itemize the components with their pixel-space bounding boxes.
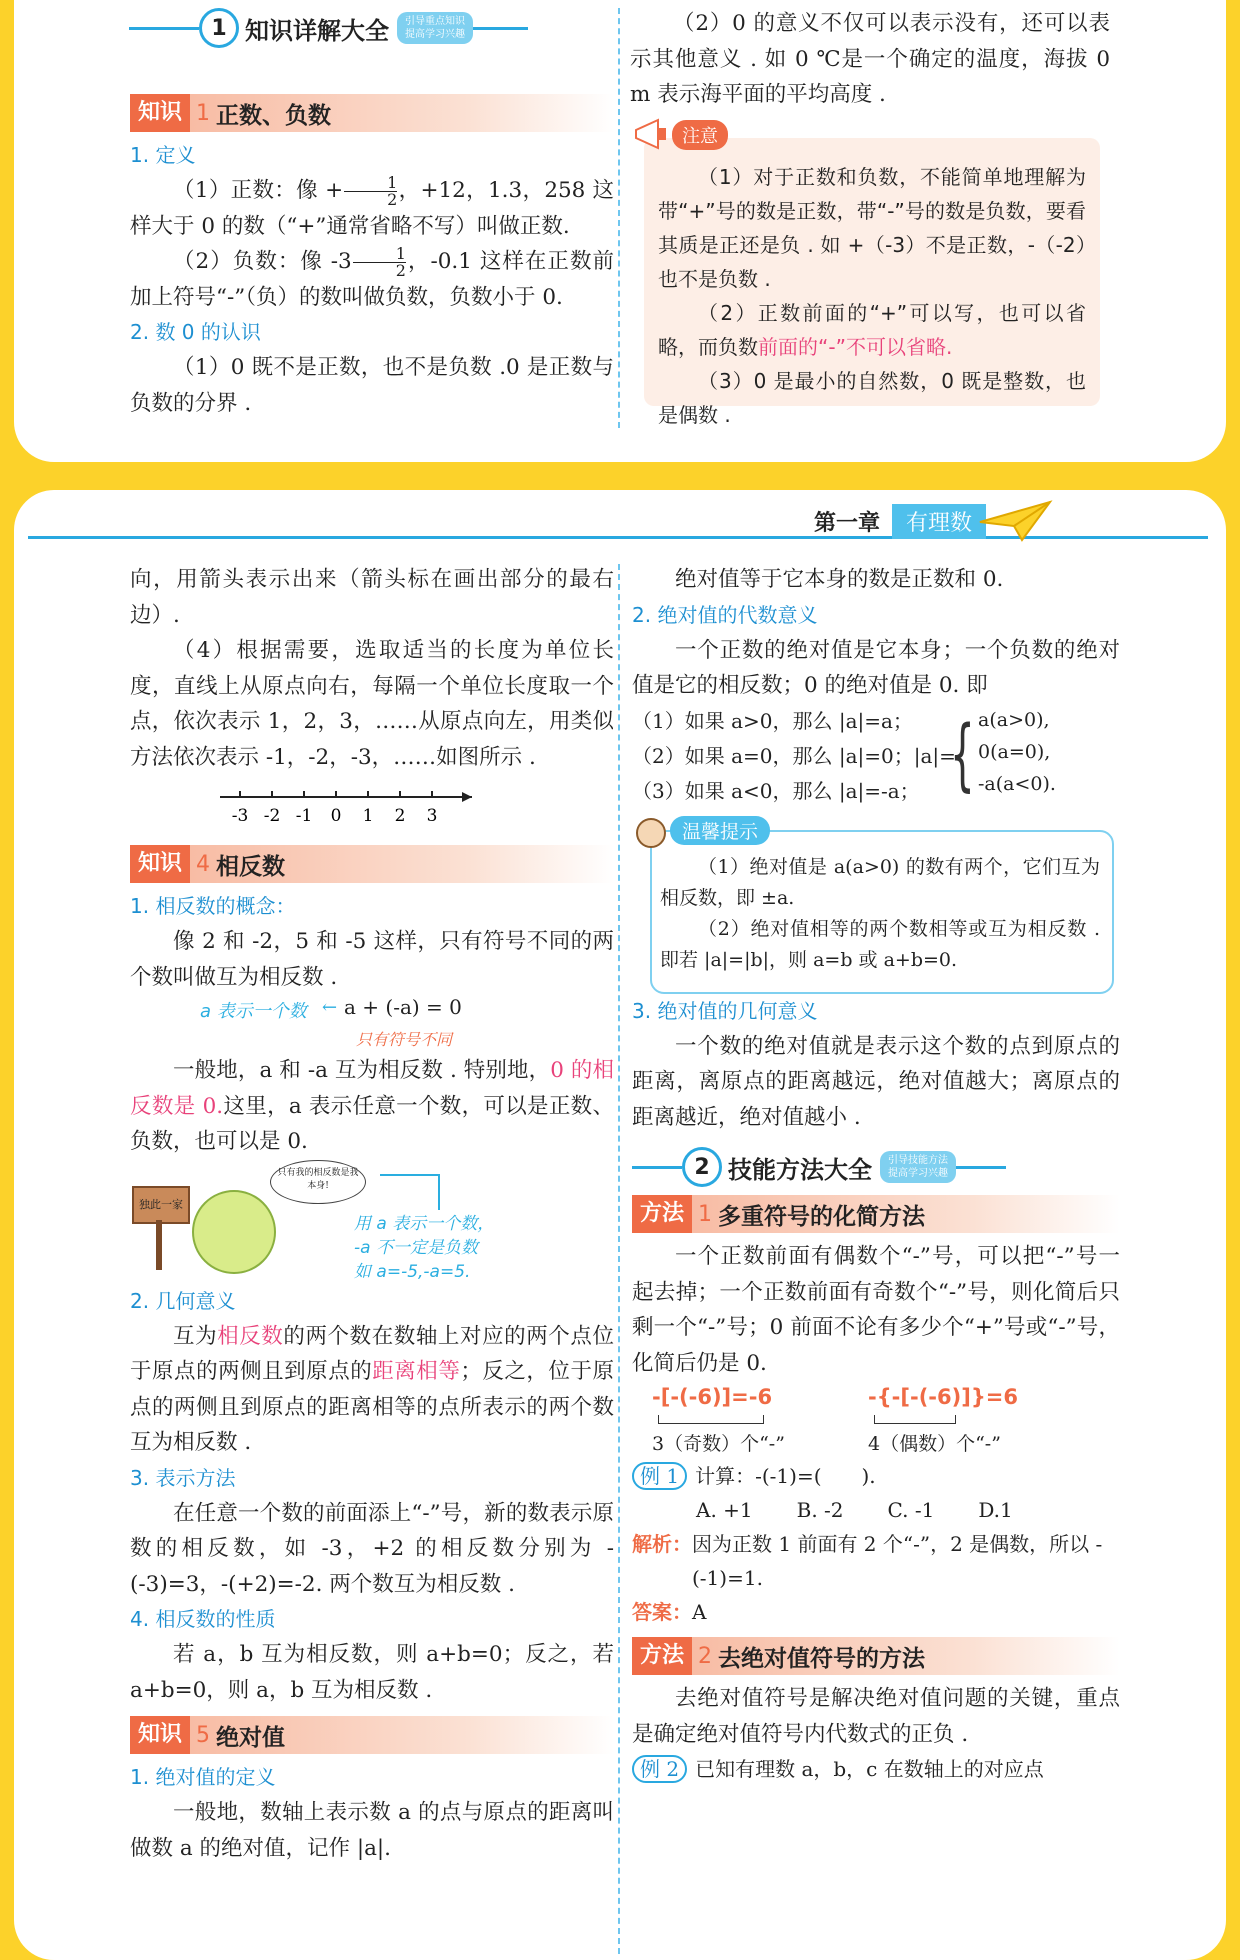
tip-paragraph: （2）绝对值相等的两个数相等或互为相反数 . 即若 |a|=|b|，则 a=b 或 a+b=0. — [660, 917, 1100, 971]
chapter-label: 第一章 — [814, 510, 881, 536]
text: 的两个数在数轴上对应的两个点位于原点的两侧且到原点的 — [130, 1323, 614, 1384]
header-line — [956, 1166, 1006, 1169]
pill-line-1: 引导重点知识 — [405, 16, 465, 27]
subheading: 2. 数 0 的认识 — [130, 320, 261, 344]
header-line — [632, 1166, 682, 1169]
chapter-title: 有理数 — [892, 504, 986, 539]
highlight-text: 距离相等 — [372, 1359, 461, 1384]
handwritten-note: 只有符号不同 — [356, 1030, 453, 1049]
handwritten-note-block — [354, 1212, 494, 1284]
note-paragraph: （1）对于正数和负数，不能简单地理解为带“+”号的数是正数，带“-”号的数是负数，要看其质是正还是负 . 如 +（-3）不是正数，-（-2）也不是负数 . — [658, 165, 1086, 291]
knowledge-bar-1 — [130, 94, 614, 132]
paragraph: 绝对值等于它本身的数是正数和 0. — [675, 567, 1004, 592]
arrow-line — [380, 1174, 440, 1176]
note-box — [644, 126, 1100, 427]
handwritten-line: 如 a=-5,-a=5. — [354, 1261, 471, 1282]
signboard — [132, 1186, 190, 1224]
case-value: 0(a=0), — [978, 740, 1051, 763]
example-tag: 例 1 — [632, 1462, 687, 1490]
bar-num: 4 — [196, 851, 211, 877]
highlight-text: 前面的“-”不可以省略. — [758, 335, 953, 359]
bar-tag: 方法 — [632, 1195, 692, 1233]
bar-num: 5 — [196, 1722, 211, 1748]
sign-post — [156, 1220, 162, 1270]
note-label: 注意 — [672, 120, 728, 150]
fraction — [344, 172, 398, 209]
paragraph: 一个正数的绝对值是它本身；一个负数的绝对值是它的相反数；0 的绝对值是 0. 即 — [632, 637, 1120, 698]
text: ；反之，位于原点的两侧且到原点的距离相等的点所表示的两个数互为相反数 . — [130, 1359, 614, 1455]
section-title: 技能方法大全 — [728, 1155, 872, 1184]
handwritten-line: 用 a 表示一个数， — [354, 1213, 495, 1234]
paragraph: （2）0 的意义不仅可以表示没有，还可以表示其他意义 . 如 0 ℃是一个确定的温度，海拔 0 m 表示海平面的平均高度 . — [630, 11, 1110, 107]
paper-plane-icon — [976, 498, 1056, 544]
bottom-card — [14, 490, 1226, 1960]
text: （2）正数前面的“+”可以写，也可以省略，而负数 — [658, 301, 1086, 359]
note-header — [632, 118, 728, 152]
handwritten-note: a 表示一个数 — [200, 1001, 307, 1022]
bar-title: 多重符号的化简方法 — [718, 1203, 926, 1230]
options-row — [632, 1493, 1120, 1527]
note-paragraph — [658, 296, 1086, 364]
paragraph — [130, 1053, 614, 1160]
cartoon-illustration — [130, 1160, 614, 1284]
handwritten-line: -a 不一定是负数 — [354, 1237, 478, 1258]
fraction — [353, 243, 406, 280]
answer-tag: 答案： — [632, 1600, 692, 1624]
section-pill — [880, 1151, 956, 1183]
girl-avatar-icon — [636, 818, 666, 848]
case-line: （2）如果 a=0，那么 |a|=0；|a|= — [632, 743, 956, 768]
right-column-bottom — [632, 562, 1120, 1786]
subheading: 3. 绝对值的几何意义 — [632, 998, 818, 1023]
tick-label: 3 — [426, 806, 438, 826]
bar-num: 2 — [698, 1643, 713, 1669]
section-pill — [397, 12, 473, 44]
tick-label: 1 — [362, 806, 374, 826]
option: D.1 — [978, 1498, 1013, 1522]
subheading: 1. 绝对值的定义 — [130, 1765, 276, 1789]
numerator: 1 — [344, 175, 397, 192]
subheading: 3. 表示方法 — [130, 1465, 236, 1490]
bar-title: 正数、负数 — [216, 102, 332, 129]
section-title: 知识详解大全 — [245, 16, 389, 45]
bar-tag: 知识 — [130, 1716, 190, 1754]
text: （1）正数：像 + — [173, 178, 344, 203]
paragraph: （4）根据需要，选取适当的长度为单位长度，直线上从原点向右，每隔一个单位长度取一个点，依次表示 1，2，3，……从原点向左，用类似方法依次表示 -1，-2，-3，……如图所示 . — [130, 638, 614, 770]
subheading: 1. 定义 — [130, 143, 196, 167]
example-tag: 例 2 — [632, 1755, 687, 1783]
tick-label: 2 — [394, 806, 406, 826]
paragraph — [130, 173, 614, 244]
tip-paragraph: （1）绝对值是 a(a>0) 的数有两个，它们互为相反数，即 ±a. — [660, 855, 1100, 909]
text: ，-0.1 这样在正数前加上符号“-”（负）的数叫做负数，负数小于 0. — [130, 249, 614, 310]
case-line: （3）如果 a<0，那么 |a|=-a； — [632, 778, 920, 803]
text: ，+12，1.3，258 这样大于 0 的数（“+”通常省略不写）叫做正数. — [130, 178, 615, 239]
header-line — [129, 27, 199, 30]
section-header-1 — [129, 8, 528, 48]
highlight-text: 相反数 — [217, 1323, 284, 1349]
paragraph: 一般地，数轴上表示数 a 的点与原点的距离叫做数 a 的绝对值，记作 |a|. — [130, 1800, 614, 1861]
subheading: 1. 相反数的概念： — [130, 894, 296, 918]
option: C. -1 — [887, 1498, 935, 1522]
example-caption: 3（奇数）个“-” — [652, 1433, 785, 1455]
bar-num: 1 — [698, 1201, 713, 1227]
paragraph: 一个数的绝对值就是表示这个数的点到原点的距离，离原点的距离越远，绝对值越大；离原点的距离越近，绝对值越小 . — [632, 1033, 1120, 1130]
case-line: （1）如果 a>0，那么 |a|=a； — [632, 708, 913, 733]
example-expression: -{-[-(-6)]}=6 — [868, 1385, 1018, 1409]
header-line — [473, 27, 528, 30]
option: A. +1 — [696, 1498, 753, 1522]
text: 互为 — [173, 1323, 218, 1349]
pill-line-2: 提高学习兴趣 — [405, 29, 465, 40]
cases-block — [632, 704, 1120, 810]
tick-label: -1 — [295, 806, 313, 826]
text: 这里，a 表示任意一个数，可以是正数、负数，也可以是 0. — [130, 1093, 614, 1154]
paragraph: 像 2 和 -2，5 和 -5 这样，只有符号不同的两个数叫做互为相反数 . — [130, 929, 614, 990]
left-column-top — [130, 86, 614, 421]
denominator: 2 — [387, 189, 398, 209]
text: 一般地，a 和 -a 互为相反数 . 特别地， — [173, 1058, 551, 1083]
case-value: -a(a<0). — [978, 772, 1056, 795]
paragraph: 在任意一个数的前面添上“-”号，新的数表示原数的相反数，如 -3，+2 的相反数分别为 -(-3)=3，-(+2)=-2. 两个数互为相反数 . — [130, 1500, 614, 1597]
subheading: 2. 几何意义 — [130, 1288, 236, 1313]
sign-text: 独此一家 — [139, 1197, 183, 1211]
tick-label: -3 — [231, 806, 249, 826]
option: B. -2 — [796, 1498, 844, 1522]
column-divider — [618, 564, 620, 1954]
section-number: 1 — [199, 8, 239, 48]
number-line — [130, 775, 614, 837]
paragraph — [130, 1319, 614, 1461]
cases-values — [978, 704, 1056, 800]
tip-box — [632, 818, 1120, 994]
tick-label: 0 — [330, 806, 342, 826]
subheading: 2. 绝对值的代数意义 — [632, 602, 818, 627]
example-expression: -[-(-6)]=-6 — [652, 1385, 773, 1409]
text: （2）负数：像 -3 — [173, 249, 352, 274]
example-question: 计算：-(-1)=( ). — [695, 1464, 876, 1488]
paragraph: 一个正数前面有偶数个“-”号，可以把“-”号一起去掉；一个正数前面有奇数个“-”号，则化简后只剩一个“-”号；0 前面不论有多少个“+”号或“-”号，化简后仍是 0. — [632, 1244, 1120, 1376]
bracket — [874, 1415, 956, 1424]
top-card — [14, 0, 1226, 462]
arrow-right-icon — [462, 792, 472, 802]
example-2 — [632, 1752, 1120, 1786]
pill-line-1: 引导技能方法 — [888, 1155, 948, 1166]
arrow-line — [438, 1174, 440, 1210]
highlight-text: 0 的相反数是 0. — [130, 1058, 614, 1119]
solution-tag: 解析： — [632, 1532, 692, 1556]
megaphone-icon — [632, 118, 672, 152]
arrow-left-icon: ← — [322, 997, 338, 1018]
speech-bubble — [270, 1160, 366, 1204]
left-column-bottom — [130, 562, 614, 1866]
tick-label: -2 — [263, 806, 281, 826]
case-value: a(a>0), — [978, 708, 1050, 731]
paragraph: 去绝对值符号是解决绝对值问题的关键，重点是确定绝对值符号内代数式的正负 . — [632, 1686, 1120, 1747]
brace: { — [950, 709, 975, 800]
section-header-2 — [632, 1147, 1120, 1187]
paragraph: 若 a，b 互为相反数，则 a+b=0；反之，若 a+b=0，则 a，b 互为相反数 . — [130, 1642, 614, 1703]
chapter-header — [814, 498, 1056, 544]
example-question: 已知有理数 a，b，c 在数轴上的对应点 — [695, 1757, 1044, 1781]
example-caption: 4（偶数）个“-” — [868, 1433, 1001, 1455]
bar-num: 1 — [196, 100, 211, 126]
solution-text: 因为正数 1 前面有 2 个“-”，2 是偶数，所以 -(-1)=1. — [692, 1532, 1103, 1590]
tip-content — [660, 852, 1100, 976]
example-1 — [632, 1459, 1120, 1629]
column-divider — [618, 8, 620, 428]
bar-title: 绝对值 — [216, 1724, 286, 1751]
pill-line-2: 提高学习兴趣 — [888, 1168, 948, 1179]
bar-tag: 方法 — [632, 1637, 692, 1675]
bubble-text: 只有我的相反数是我本身! — [277, 1167, 359, 1191]
method-bar-1 — [632, 1195, 1120, 1233]
bar-tag: 知识 — [130, 94, 190, 132]
answer-text: A — [692, 1600, 707, 1624]
paragraph: （1）0 既不是正数，也不是负数 .0 是正数与负数的分界 . — [130, 355, 614, 416]
bar-tag: 知识 — [130, 845, 190, 883]
section-number: 2 — [682, 1147, 722, 1187]
formula: a + (-a) = 0 — [344, 995, 462, 1019]
paragraph: 向，用箭头表示出来（箭头标在画出部分的最右边）. — [130, 567, 614, 628]
note-paragraph: （3）0 是最小的自然数，0 既是整数，也是偶数 . — [658, 369, 1086, 427]
knowledge-bar-5 — [130, 1716, 614, 1754]
subheading: 4. 相反数的性质 — [130, 1607, 276, 1631]
tip-label: 温馨提示 — [670, 816, 770, 845]
formula-annotation — [130, 995, 614, 1053]
bar-title: 去绝对值符号的方法 — [718, 1645, 926, 1672]
mascot — [192, 1190, 276, 1274]
knowledge-bar-4 — [130, 845, 614, 883]
bar-title: 相反数 — [216, 853, 286, 880]
method-bar-2 — [632, 1637, 1120, 1675]
denominator: 2 — [395, 260, 406, 280]
bracket — [658, 1415, 764, 1424]
numerator: 1 — [353, 246, 406, 263]
case-lines — [632, 704, 956, 809]
right-column-top — [630, 6, 1110, 113]
paragraph — [130, 244, 614, 315]
sign-examples — [632, 1381, 1120, 1459]
